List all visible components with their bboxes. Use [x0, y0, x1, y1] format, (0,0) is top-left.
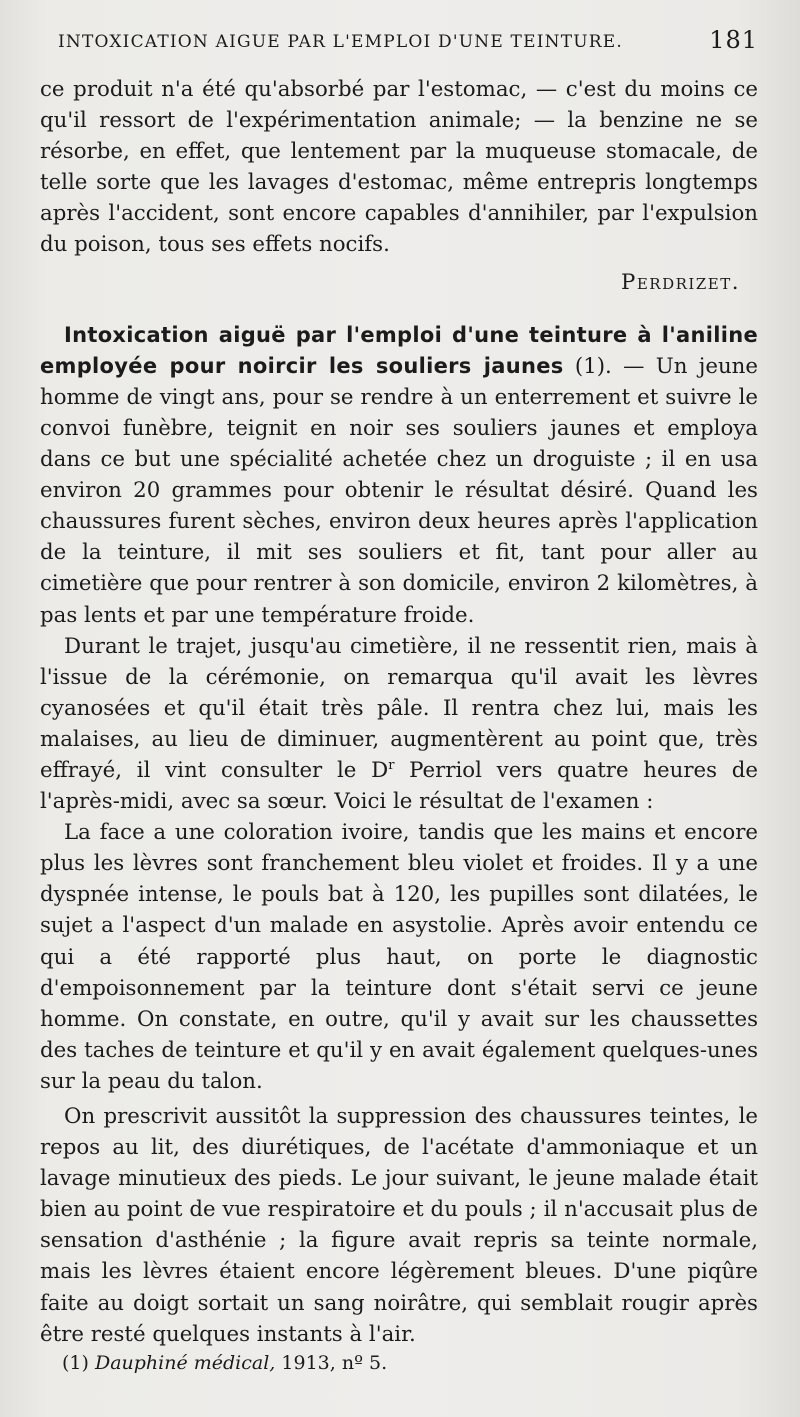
doctor-abbrev-sup: r [388, 757, 395, 773]
footnote-source: Dauphiné médical, [94, 1352, 276, 1374]
footnote-marker: (1) [62, 1352, 89, 1374]
page-body [40, 74, 758, 1350]
paragraph-journey-part-a: Durant le trajet, jusqu'au cimetière, il ne ressentit rien, mais à l'issue de la cérémonie, on remarqua qu'il avait les lèvres cyanosées et qu'il était très pâle. Il rentra chez lui, mais les malaises, au lieu de diminuer, augmentèrent au point que, très effrayé, il vint consulter le D [40, 633, 758, 783]
page-number: 181 [709, 26, 758, 54]
case-description: — Un jeune homme de vingt ans, pour se rendre à un enterrement et suivre le convoi funèbre, teignit en noir ses souliers jaunes et employa dans ce but une spécialité achetée chez un droguiste ; il en usa environ 20 grammes pour obtenir le résultat désiré. Quand les chaussures furent sèches, environ deux heures après l'application de la teinture, il mit ses souliers et fit, tant pour aller au cimetière que pour rentrer à son domicile, environ 2 kilomètres, à pas lents et par une température froide. [40, 353, 758, 628]
paragraph-journey [40, 631, 758, 818]
footnote [62, 1352, 387, 1374]
paragraph-examination: La face a une coloration ivoire, tandis que les mains et encore plus les lèvres sont franchement bleu violet et froides. Il y a une dyspnée intense, le pouls bat à 120, les pupilles sont dilatées, le sujet a l'aspect d'un malade en asystolie. Après avoir entendu ce qui a été rapporté plus haut, on porte le diagnostic d'empoisonnement par la teinture dont s'était servi ce jeune homme. On constate, en outre, qu'il y avait sur les chaussettes des taches de teinture et qu'il y en avait également quelques-unes sur la peau du talon. [40, 820, 758, 1094]
paragraph-continuation: ce produit n'a été qu'absorbé par l'estomac, — c'est du moins ce qu'il ressort de l'expérimentation animale; — la benzine ne se résorbe, en effet, que lentement par la muqueuse stomacale, de telle sorte que les lavages d'estomac, même entrepris longtemps après l'accident, sont encore capables d'annihiler, par l'expulsion du poison, tous ses effets nocifs. [40, 77, 758, 258]
footnote-details: 1913, nº 5. [281, 1352, 388, 1374]
author-signature: Perdrizet. [621, 269, 740, 295]
running-title: INTOXICATION AIGUE PAR L'EMPLOI D'UNE TEINTURE. [58, 32, 623, 52]
paragraph-journey-part-b: Perriol vers quatre heures de l'après-midi, avec sa sœur. Voici le résultat de l'examen : [40, 757, 759, 815]
article-title: Intoxication aiguë par l'emploi d'une teinture à l'aniline employée pour noircir les souliers jaunes [40, 322, 758, 378]
footnote-reference: (1). [574, 353, 612, 379]
paragraph-treatment: On prescrivit aussitôt la suppression des chaussures teintes, le repos au lit, des diurétiques, de l'acétate d'ammoniaque et un lavage minutieux des pieds. Le jour suivant, le jeune malade était bien au point de vue respiratoire et du pouls ; il n'accusait plus de sensation d'asthénie ; la figure avait repris sa teinte normale, mais les lèvres étaient encore légèrement bleues. D'une piqûre faite au doigt sortait un sang noirâtre, qui semblait rougir après être resté quelques instants à l'air. [40, 1104, 758, 1347]
running-header [58, 26, 758, 54]
paragraph-case-report [40, 320, 758, 631]
